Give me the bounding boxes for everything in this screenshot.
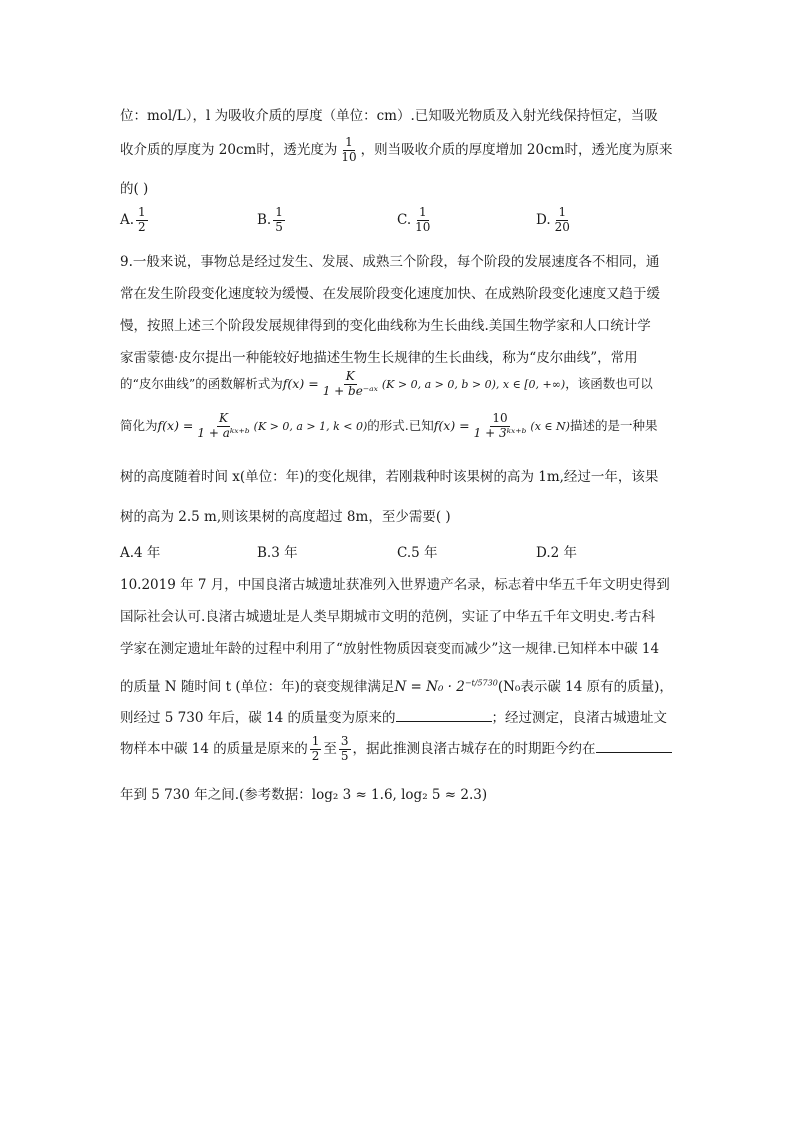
q10-frac-2-den: 5: [340, 748, 349, 763]
q9-line-4: 家雷蒙德·皮尔提出一种能较好地描述生物生长规律的生长曲线，称为“皮尔曲线”，常用: [120, 350, 638, 366]
q8-option-d[interactable]: [536, 206, 574, 235]
q8-option-c[interactable]: [397, 206, 434, 235]
q9-line-6-num2: 10: [492, 411, 508, 425]
q10-frac-2-num: 3: [340, 734, 349, 748]
q10-line-5-pre: 则经过 5 730 年后，碳 14 的质量变为原来的: [120, 710, 396, 726]
q9-line-8: 树的高为 2.5 m,则该果树的高度超过 8m，至少需要( ): [120, 509, 451, 525]
q9-line-6-frac2: [472, 412, 529, 441]
q9-line-2: 常在发生阶段变化速度较为缓慢、在发展阶段变化速度加快、在成熟阶段变化速度又趋于缓: [120, 286, 660, 302]
q10-line-7: 年到 5 730 年之间.(参考数据：log₂ 3 ≈ 1.6, log₂ 5 ≈ 2.3): [120, 787, 488, 803]
q10-answer-blank-2[interactable]: [596, 740, 672, 753]
q9-line-6-cond: (K > 0, a > 1, k < 0): [253, 419, 368, 433]
q9-line-5: [120, 370, 653, 399]
q10-line-4-post: (N₀表示碳 14 原有的质量)，: [497, 679, 673, 695]
q9-line-6-frac: [195, 412, 251, 441]
q10-line-5: [120, 706, 667, 726]
q10-frac-2: [339, 735, 351, 764]
q9-line-5-pre: 的“皮尔曲线”的函数解析式为: [120, 375, 283, 391]
q8-option-b-num: 1: [275, 205, 283, 219]
q10-line-6-mid: 至: [323, 740, 337, 757]
q10-line-4: [120, 675, 673, 695]
q9-line-6-cond2: (x ∈ N): [530, 419, 570, 433]
q8-option-d-num: 1: [558, 205, 567, 219]
q8-line-3: 的( ): [120, 181, 149, 197]
q9-line-5-fx: f(x) =: [282, 375, 319, 391]
q8-option-c-frac: [413, 206, 432, 235]
q9-line-5-post: ，该函数也可以: [565, 375, 653, 391]
q9-line-6-num: K: [219, 411, 229, 425]
q10-formula: N = N₀ · 2: [394, 679, 465, 695]
q8-line-2-pre: 收介质的厚度为 20cm时，透光度为: [120, 141, 338, 158]
q9-line-6-post: 描述的是一种果: [569, 417, 658, 433]
q8-fraction-num: 1: [345, 135, 353, 149]
q8-option-c-label: C.: [397, 211, 412, 228]
q10-line-6-post: ，据此推测良渚古城存在的时期距今约在: [352, 740, 596, 757]
q10-line-1: 10.2019 年 7 月，中国良渚古城遗址获准列入世界遗产名录，标志着中华五千年文明史得到: [120, 577, 670, 593]
q10-frac-1-num: 1: [311, 734, 320, 748]
q9-option-d[interactable]: D.2 年: [536, 545, 578, 561]
q9-line-1: 9.一般来说，事物总是经过发生、发展、成熟三个阶段，每个阶段的发展速度各不相同，通: [120, 254, 660, 270]
q9-option-a[interactable]: A.4 年: [120, 545, 161, 561]
q8-fraction-den: 10: [341, 149, 357, 164]
q9-line-6-fx: f(x) =: [157, 417, 194, 433]
q8-line-1: 位：mol/L），l 为吸收介质的厚度（单位：cm）.已知吸光物质及入射光线保持恒定，当吸: [120, 108, 658, 124]
q8-line-2: [120, 136, 672, 165]
q9-line-6-den: 1 + aᵏˣ⁺ᵇ: [197, 425, 250, 440]
q10-line-2: 国际社会认可.良渚古城遗址是人类早期城市文明的范例，实证了中华五千年文明史.考古科: [120, 609, 656, 625]
q8-option-b-den: 5: [275, 219, 283, 234]
q9-line-6-fx2: f(x) =: [433, 417, 470, 433]
q8-line-2-post: ，则当吸收介质的厚度增加 20cm时，透光度为原来: [360, 141, 673, 158]
q10-answer-blank-1[interactable]: [396, 709, 492, 722]
q10-formula-exponent: −t/5730: [464, 678, 498, 688]
q10-line-5-post: ；经过测定，良渚古城遗址文: [491, 710, 667, 726]
q10-frac-1-den: 2: [311, 748, 320, 763]
q9-line-6-mid: 的形式.已知: [367, 417, 434, 433]
q9-line-5-den: 1 + be⁻ᵃˣ: [322, 383, 378, 398]
q10-line-3: 学家在测定遗址年龄的过程中利用了“放射性物质因衰变而减少”这一规律.已知样本中碳 14: [120, 641, 660, 657]
q9-line-6-pre: 简化为: [120, 417, 158, 433]
q8-option-b[interactable]: [257, 206, 287, 235]
q9-line-5-num: K: [345, 369, 355, 383]
q9-option-c[interactable]: C.5 年: [397, 545, 438, 561]
q9-line-5-frac: [321, 370, 380, 399]
q9-option-b[interactable]: B.3 年: [257, 545, 298, 561]
q8-option-a-den: 2: [138, 219, 146, 234]
q10-line-6-pre: 物样本中碳 14 的质量是原来的: [120, 740, 308, 757]
q9-line-6-den2: 1 + 3ᵏˣ⁺ᵇ: [473, 425, 527, 440]
q9-line-6: [120, 412, 657, 441]
q8-option-c-den: 10: [415, 219, 431, 234]
q9-line-7: 树的高度随着时间 x(单位：年)的变化规律，若刚栽种时该果树的高为 1m,经过一年，该果: [120, 469, 659, 485]
q8-option-d-label: D.: [536, 211, 551, 228]
q8-option-a[interactable]: [120, 206, 150, 235]
q8-option-a-num: 1: [138, 205, 146, 219]
q8-option-c-num: 1: [418, 205, 427, 219]
q8-fraction: [339, 136, 358, 165]
q8-option-a-frac: [136, 206, 148, 235]
q8-option-b-frac: [273, 206, 285, 235]
q9-line-3: 慢，按照上述三个阶段发展规律得到的变化曲线称为生长曲线.美国生物学家和人口统计学: [120, 318, 651, 334]
q8-option-a-label: A.: [120, 211, 135, 228]
q8-option-d-den: 20: [554, 219, 570, 234]
q8-option-d-frac: [553, 206, 572, 235]
q10-frac-1: [310, 735, 322, 764]
q10-line-4-pre: 的质量 N 随时间 t (单位：年)的衰变规律满足: [120, 679, 395, 695]
q10-line-6: [120, 735, 672, 764]
q9-line-5-cond: (K > 0, a > 0, b > 0), x ∈ [0, +∞): [381, 377, 566, 391]
q8-option-b-label: B.: [257, 211, 272, 228]
